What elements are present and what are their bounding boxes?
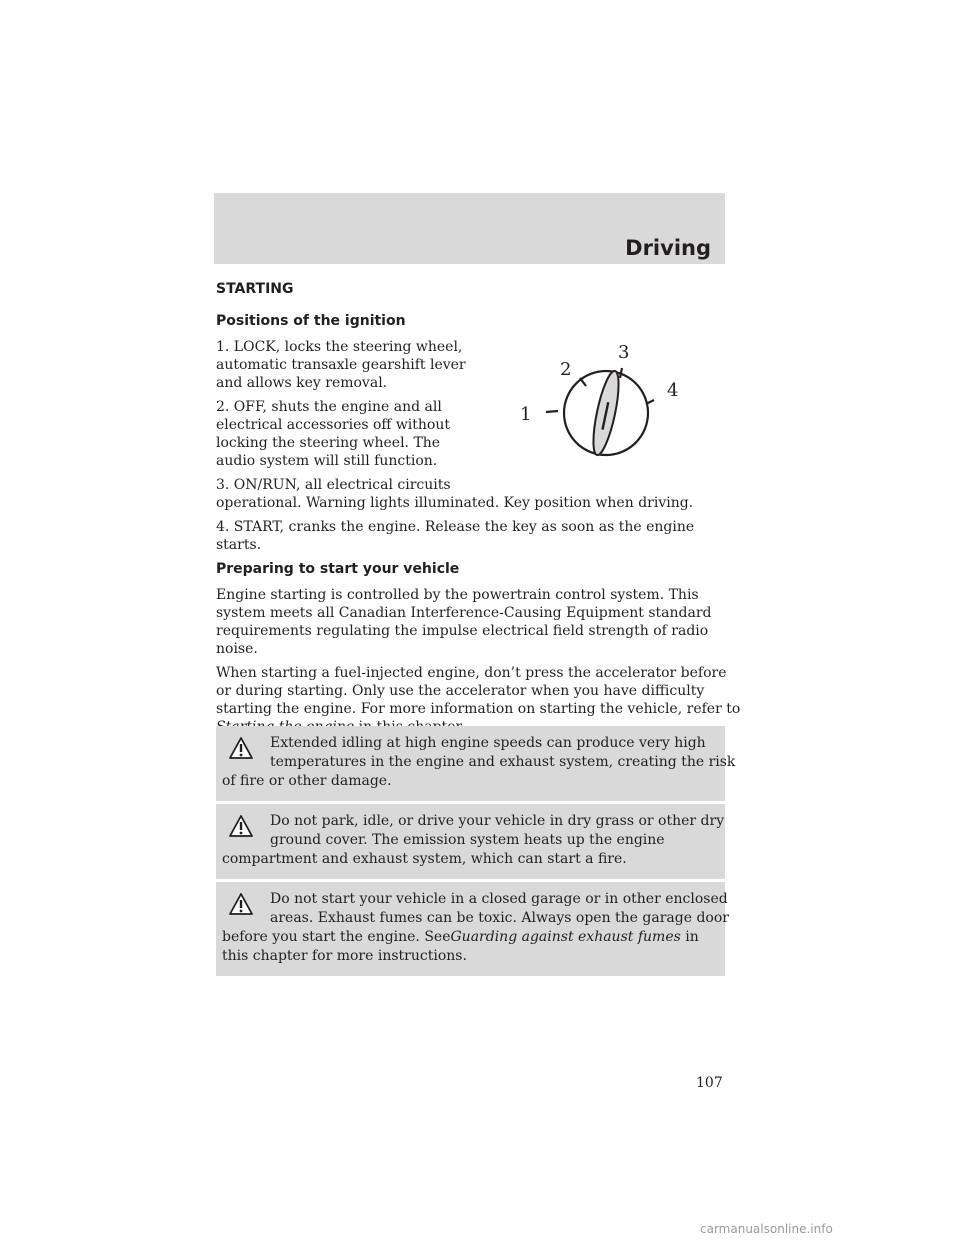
item-2-line-2: electrical accessories off without	[216, 417, 451, 433]
warning-3-line-3	[222, 928, 717, 947]
item-2-line-4: audio system will still function.	[216, 453, 438, 469]
section-heading: STARTING	[216, 281, 294, 297]
warning-triangle-icon	[228, 814, 254, 838]
page-number: 107	[696, 1075, 723, 1091]
para1-line-3: requirements regulating the impulse electrical field strength of radio	[216, 623, 709, 639]
item-2-line-3: locking the steering wheel. The	[216, 435, 441, 451]
position-tick-1	[546, 411, 558, 412]
item-1-line-2: automatic transaxle gearshift lever	[216, 357, 466, 373]
warning-box-3	[216, 882, 729, 976]
warning-triangle-icon	[228, 892, 254, 916]
para1-line-4: noise.	[216, 641, 258, 657]
warning-1-line-2: temperatures in the engine and exhaust system, creating the risk	[270, 754, 736, 770]
cross-reference-exhaust-fumes: Guarding against exhaust fumes	[450, 929, 681, 945]
position-label-2: 2	[560, 359, 572, 380]
warning-3-line-1: Do not start your vehicle in a closed garage or in other enclosed	[270, 891, 728, 907]
para2-line-2: or during starting. Only use the accelerator when you have difficulty	[216, 683, 705, 699]
item-1-line-3: and allows key removal.	[216, 375, 388, 391]
warning-2-line-1: Do not park, idle, or drive your vehicle in dry grass or other dry	[270, 813, 725, 829]
para1-line-1: Engine starting is controlled by the powertrain control system. This	[216, 587, 699, 603]
ignition-switch-figure	[520, 334, 696, 460]
para2-line-1: When starting a fuel-injected engine, don’t press the accelerator before	[216, 665, 727, 681]
warning-2-line-3: compartment and exhaust system, which can start a fire.	[222, 851, 627, 867]
chapter-title: Driving	[625, 236, 711, 260]
warning-3-line-3-post: in	[685, 929, 699, 945]
position-label-4: 4	[667, 380, 679, 401]
position-label-3: 3	[618, 342, 630, 363]
item-4-line-2: starts.	[216, 537, 262, 553]
item-1-line-1: 1. LOCK, locks the steering wheel,	[216, 339, 463, 355]
item-4-line-1: 4. START, cranks the engine. Release the key as soon as the engine	[216, 519, 695, 535]
warning-2-line-2: ground cover. The emission system heats up the engine	[270, 832, 665, 848]
watermark-text: carmanualsonline.info	[700, 1222, 833, 1236]
warning-box-2	[216, 804, 725, 879]
subheading-ignition-positions: Positions of the ignition	[216, 313, 406, 329]
item-3-line-1: 3. ON/RUN, all electrical circuits	[216, 477, 451, 493]
warning-1-line-1: Extended idling at high engine speeds can produce very high	[270, 735, 706, 751]
warning-3-line-2: areas. Exhaust fumes can be toxic. Always open the garage door	[270, 910, 729, 926]
para1-line-2: system meets all Canadian Interference-Causing Equipment standard	[216, 605, 712, 621]
chapter-header-band	[214, 193, 725, 264]
warning-1-line-3: of fire or other damage.	[222, 773, 392, 789]
subheading-preparing: Preparing to start your vehicle	[216, 561, 460, 577]
warning-triangle-icon	[228, 736, 254, 760]
warning-3-line-3-pre: before you start the engine. See	[222, 929, 451, 945]
warning-3-line-4: this chapter for more instructions.	[222, 948, 467, 964]
item-3-line-2: operational. Warning lights illuminated. Key position when driving.	[216, 495, 694, 511]
para2-line-3: starting the engine. For more information on starting the vehicle, refer to	[216, 701, 741, 717]
position-label-1: 1	[520, 404, 532, 425]
warning-box-1	[216, 726, 736, 801]
item-2-line-1: 2. OFF, shuts the engine and all	[216, 399, 442, 415]
